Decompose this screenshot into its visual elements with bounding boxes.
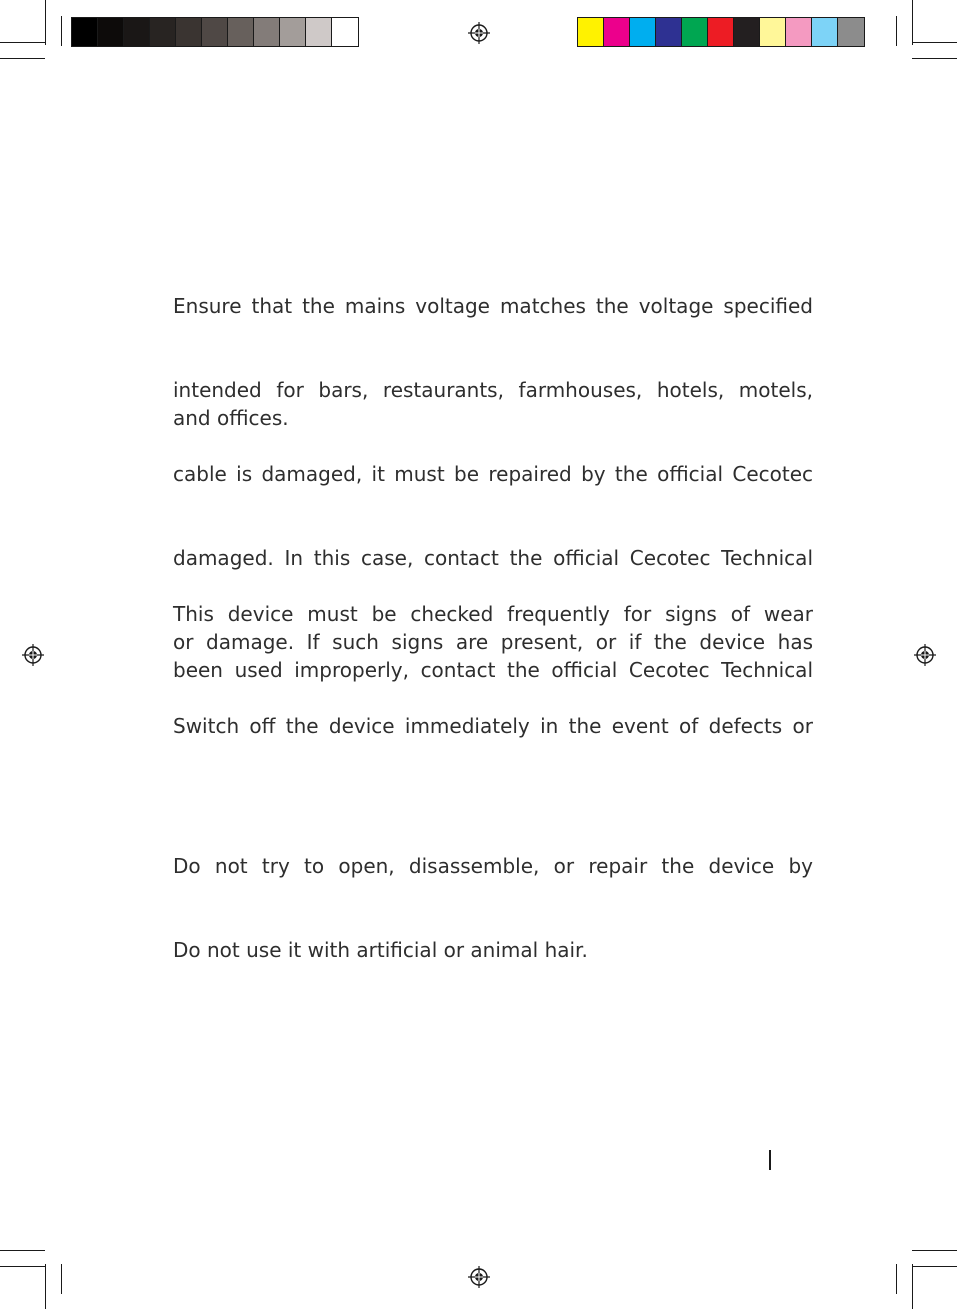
text-line-improperly: been used improperly, contact the official Cecotec Technical: [173, 658, 813, 682]
text-line-voltage: Ensure that the mains voltage matches the voltage specified: [173, 294, 813, 318]
crop-mark-top-left-v: [45, 0, 46, 45]
crop-mark-top-left-h: [0, 42, 45, 43]
crop-mark-bottom-left-h2: [0, 1266, 45, 1267]
cmyk-swatch-0: [578, 18, 604, 46]
crop-mark-bottom-left-v2: [61, 1264, 62, 1294]
cmyk-swatch-8: [786, 18, 812, 46]
crop-mark-bottom-right-v2: [896, 1264, 897, 1294]
crop-mark-top-right-h: [912, 42, 957, 43]
crop-mark-top-right-v: [912, 0, 913, 45]
registration-mark-bottom-icon: [468, 1266, 490, 1288]
grayscale-swatch-2: [124, 18, 150, 46]
grayscale-swatch-6: [228, 18, 254, 46]
crop-mark-bottom-left-h: [0, 1250, 45, 1251]
grayscale-swatch-1: [98, 18, 124, 46]
text-line-signs: or damage. If such signs are present, or if the device has: [173, 630, 813, 654]
text-line-hair: Do not use it with artificial or animal hair.: [173, 938, 588, 962]
grayscale-swatch-7: [254, 18, 280, 46]
cmyk-swatch-2: [630, 18, 656, 46]
grayscale-swatch-0: [72, 18, 98, 46]
crop-mark-top-right-h2: [912, 58, 957, 59]
crop-mark-top-left-v2: [61, 16, 62, 46]
crop-mark-top-left-h2: [0, 58, 45, 59]
cmyk-swatch-9: [812, 18, 838, 46]
cmyk-color-bar: [577, 17, 865, 47]
text-line-disassemble: Do not try to open, disassemble, or repair the device by: [173, 854, 813, 878]
page-number-separator: [769, 1150, 771, 1170]
text-line-intended: intended for bars, restaurants, farmhouses, hotels, motels,: [173, 378, 813, 402]
registration-mark-top-icon: [468, 22, 490, 44]
cmyk-swatch-7: [760, 18, 786, 46]
grayscale-color-bar: [71, 17, 359, 47]
grayscale-swatch-4: [176, 18, 202, 46]
grayscale-swatch-9: [306, 18, 332, 46]
crop-mark-top-right-v2: [896, 16, 897, 46]
grayscale-swatch-3: [150, 18, 176, 46]
cmyk-swatch-5: [708, 18, 734, 46]
text-line-switch-off: Switch off the device immediately in the event of defects or: [173, 714, 813, 738]
grayscale-swatch-5: [202, 18, 228, 46]
crop-mark-bottom-left-v: [45, 1264, 46, 1309]
cmyk-swatch-1: [604, 18, 630, 46]
grayscale-swatch-10: [332, 18, 358, 46]
crop-mark-bottom-right-h: [912, 1250, 957, 1251]
cmyk-swatch-6: [734, 18, 760, 46]
text-line-cable: cable is damaged, it must be repaired by the official Cecotec: [173, 462, 813, 486]
registration-mark-left-icon: [22, 644, 44, 666]
text-line-checked: This device must be checked frequently for signs of wear: [173, 602, 813, 626]
crop-mark-bottom-right-v: [912, 1264, 913, 1309]
cmyk-swatch-10: [838, 18, 864, 46]
registration-mark-right-icon: [914, 644, 936, 666]
cmyk-swatch-4: [682, 18, 708, 46]
text-line-damaged: damaged. In this case, contact the official Cecotec Technical: [173, 546, 813, 570]
text-line-offices: and offices.: [173, 406, 289, 430]
grayscale-swatch-8: [280, 18, 306, 46]
crop-mark-bottom-right-h2: [912, 1266, 957, 1267]
cmyk-swatch-3: [656, 18, 682, 46]
